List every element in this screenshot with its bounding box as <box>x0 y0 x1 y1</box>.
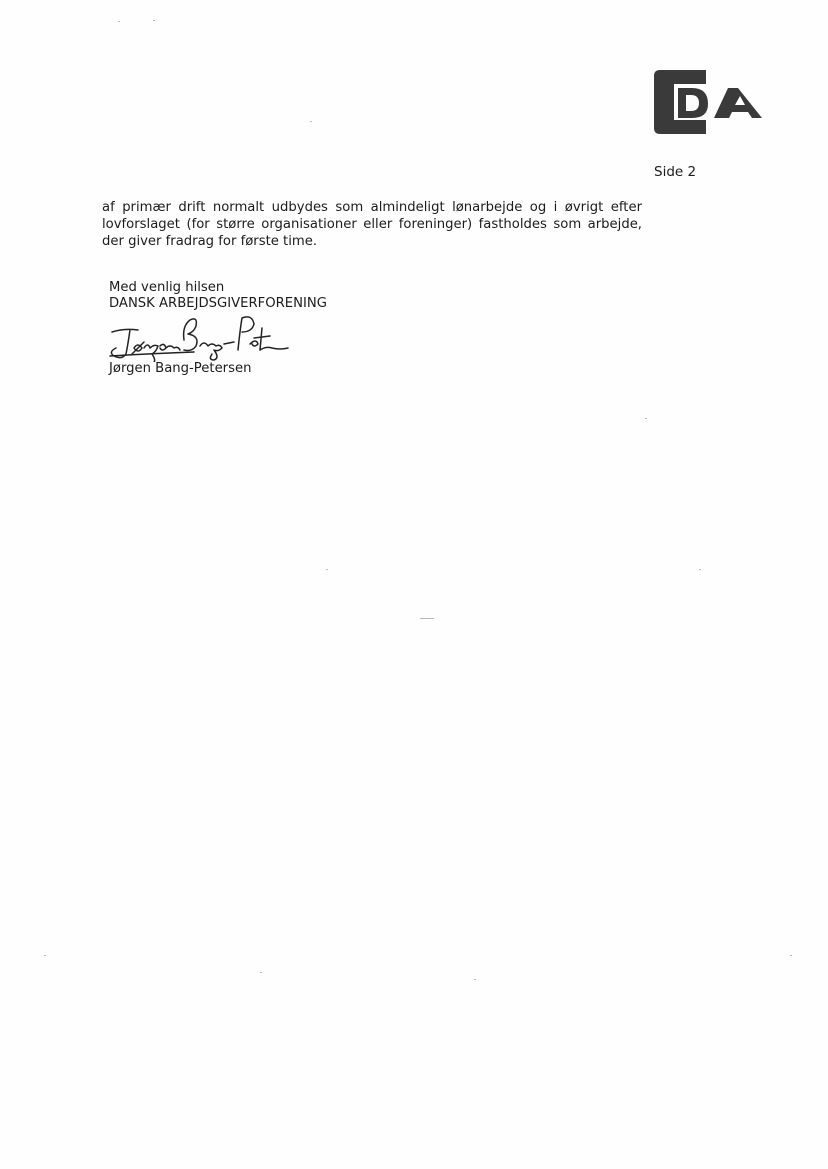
letter-paragraph: af primær drift normalt udbydes som almindeligt lønarbejde og i øvrigt efter lovforslaget (for større organisationer eller foreninger) fastholdes som arbejde, der giver fradrag for første time. <box>102 200 642 249</box>
scan-speck <box>474 979 476 980</box>
scan-speck <box>153 20 155 21</box>
scan-speck <box>260 972 262 973</box>
organization-name: DANSK ARBEJDSGIVERFORENING <box>109 296 327 311</box>
closing-greeting: Med venlig hilsen <box>109 280 225 295</box>
scan-speck <box>699 569 701 570</box>
scan-speck <box>645 418 647 419</box>
scan-speck <box>118 21 120 22</box>
page-number: Side 2 <box>654 164 697 180</box>
scan-speck <box>44 955 46 956</box>
closing-block <box>109 280 327 312</box>
scan-speck <box>326 569 328 570</box>
scan-speck <box>790 955 792 956</box>
signer-name: Jørgen Bang-Petersen <box>109 361 252 376</box>
scan-speck <box>310 121 312 122</box>
scan-speck <box>420 618 434 619</box>
da-logo-icon <box>654 70 764 134</box>
handwritten-signature <box>104 310 294 362</box>
